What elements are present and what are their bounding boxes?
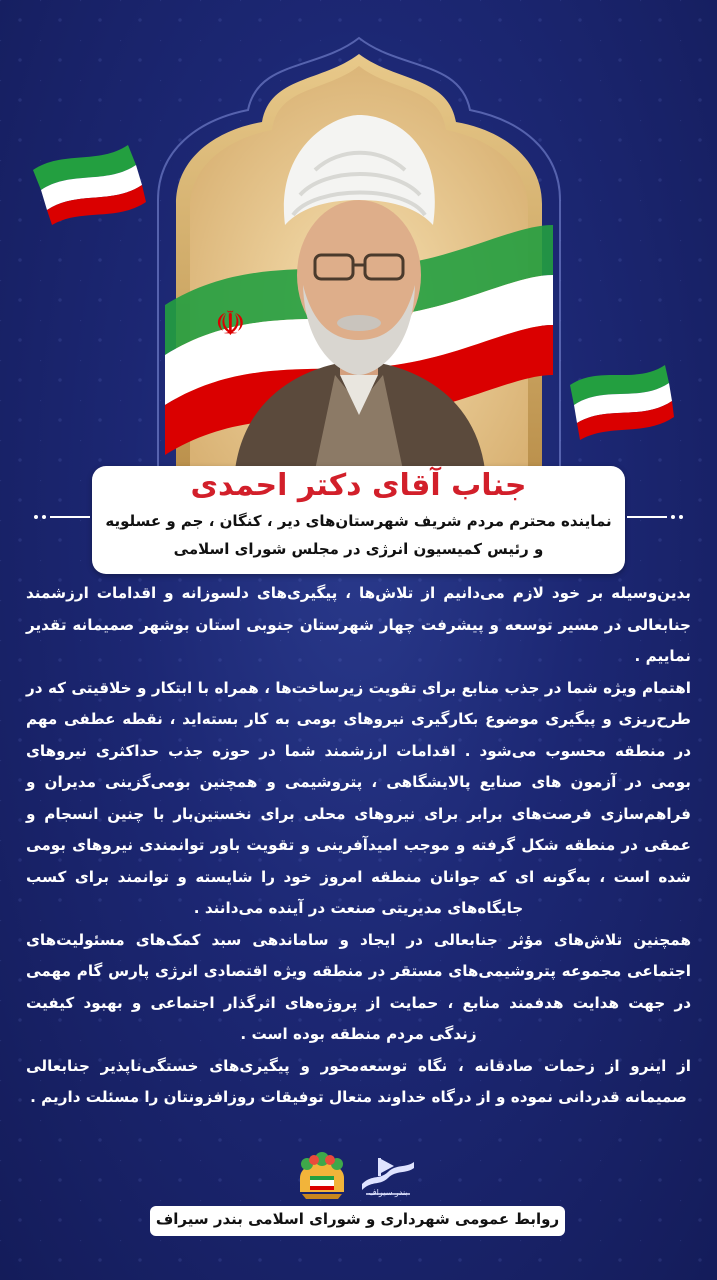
ornament-right-icon	[627, 510, 687, 524]
page-title: جناب آقای دکتر احمدی	[190, 468, 527, 503]
message-body	[26, 578, 691, 1114]
municipality-emblem-icon	[292, 1148, 352, 1200]
flag-right-icon	[565, 355, 675, 440]
paragraph-4: از اینرو از زحمات صادقانه ، نگاه توسعه‌محور و پیگیری‌های خستگی‌ناپذیر جنابعالی صمیمانه قدردانی نموده و از درگاه خداوند متعال توفیقات روزافزونتان را مسئلت داریم .	[26, 1056, 691, 1106]
svg-text:☫: ☫	[215, 304, 246, 344]
footer-text: روابط عمومی شهرداری و شورای اسلامی بندر سیراف	[155, 1210, 560, 1228]
paragraph-1: بدین‌وسیله بر خود لازم می‌دانیم از تلاش‌ها ، پیگیری‌های دلسوزانه و اقدامات ارزشمند جنابعالی در مسیر توسعه و پیشرفت چهار شهرستان جنوبی استان بوشهر صمیمانه تقدیر نماییم .	[26, 584, 691, 665]
ornament-left-icon	[30, 510, 90, 524]
flag-left-icon	[28, 130, 148, 225]
portrait-image	[165, 75, 553, 470]
paragraph-2: اهتمام ویژه شما در جذب منابع برای تقویت زیرساخت‌ها ، همراه با ابتکار و خلاقیتی که در طرح‌ریزی و پیگیری موضوع بکارگیری نیروهای بومی به کار بسته‌اید ، نقطه عطفی مهم در منطقه محسوب می‌شود . اقدامات ارزشمند شما در حوزه جذب حداکثری نیروهای بومی در آزمون های صنایع پالایشگاهی ، پتروشیمی و همچنین بومی‌گزینی مدیران و فراهم‌سازی فرصت‌های برابر برای نیروهای محلی برای نخستین‌بار با چنین انسجام و عمقی در منطقه شکل گرفته و موجب امیدآفرینی و تقویت باور توانمندی نیروهای بومی شده است ، به‌گونه ای که جوانان منطقه امروز خود را شایسته و توانمند برای کسب جایگاه‌های مدیریتی صنعت در آینده می‌دانند .	[26, 678, 691, 917]
subtitle-line-2: و رئیس کمیسیون انرژی در مجلس شورای اسلامی	[173, 540, 544, 558]
siraf-logo-caption: بندر سیراف	[368, 1188, 408, 1197]
paragraph-3: همچنین تلاش‌های مؤثر جنابعالی در ایجاد و ساماندهی سبد کمک‌های مسئولیت‌های اجتماعی مجموعه پتروشیمی‌های مستقر در منطقه ویژه اقتصادی انرژی پارس گام مهمی در جهت هدایت هدفمند منابع ، حمایت از پروژه‌های اثرگذار اجتماعی و بهبود کیفیت زندگی مردم منطقه بوده است .	[26, 930, 691, 1043]
subtitle-line-1: نماینده محترم مردم شریف شهرستان‌های دیر ، کنگان ، جم و عسلویه	[105, 512, 612, 530]
